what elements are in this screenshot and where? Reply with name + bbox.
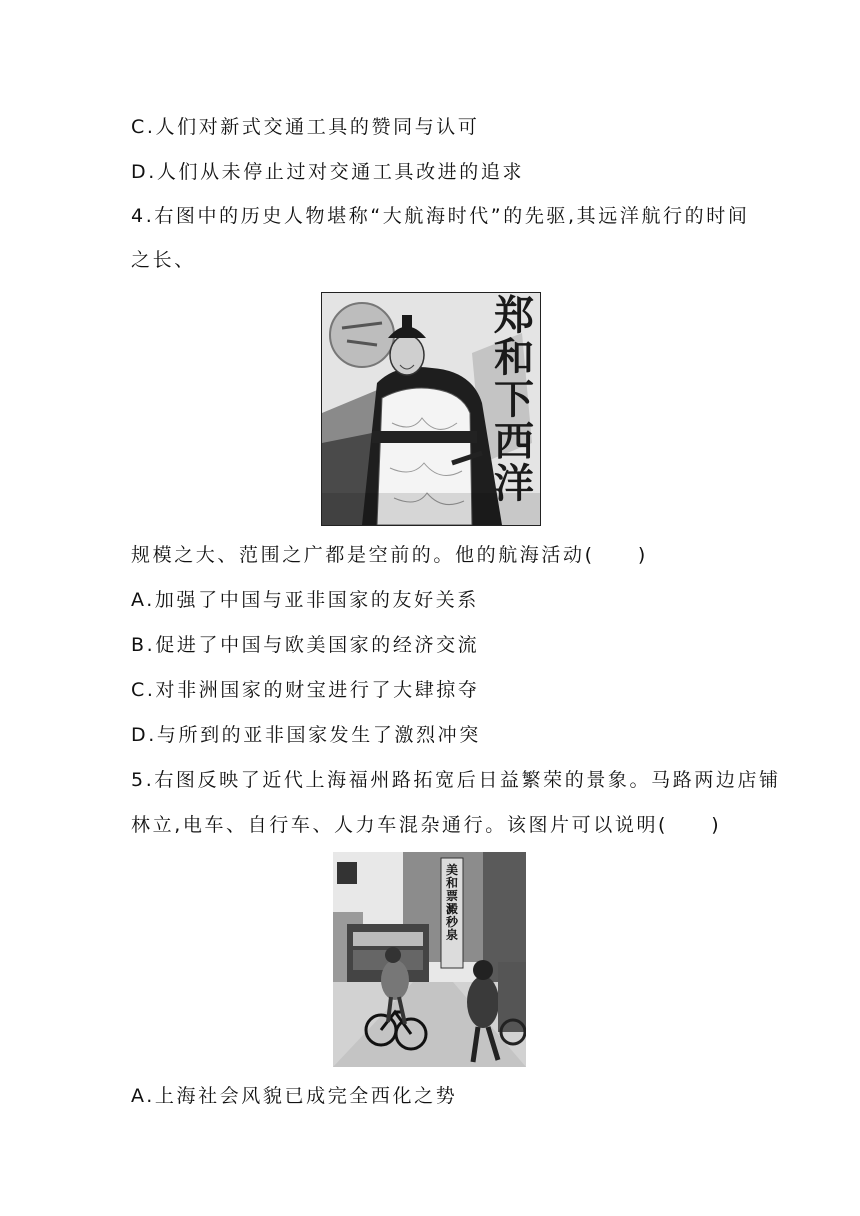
- banner-char: 泉: [445, 928, 458, 942]
- title-char: 洋: [494, 460, 534, 507]
- option-a-q5: A.上海社会风貌已成完全西化之势: [131, 1085, 458, 1107]
- banner-char: 票: [445, 889, 458, 903]
- banner-char: 和: [445, 876, 458, 890]
- question-4-line-1: 4.右图中的历史人物堪称“大航海时代”的先驱,其远洋航行的时间: [131, 205, 750, 227]
- option-c-q3: C.人们对新式交通工具的赞同与认可: [131, 116, 480, 138]
- shop-banner-text: [445, 864, 459, 942]
- title-char: 下: [494, 376, 534, 423]
- option-d-q3: D.人们从未停止过对交通工具改进的追求: [131, 161, 525, 183]
- question-4-line-2: 之长、: [131, 249, 196, 271]
- banner-char: 美: [445, 863, 458, 877]
- option-c-q4: C.对非洲国家的财宝进行了大肆掠夺: [131, 679, 480, 701]
- street-scene-drawing: [333, 852, 526, 1067]
- banner-char: 秒: [445, 915, 458, 929]
- banner-char: 澱: [445, 902, 458, 916]
- title-char: 和: [494, 334, 534, 381]
- zheng-he-illustration: [321, 292, 541, 526]
- question-5-line-2: 林立,电车、自行车、人力车混杂通行。该图片可以说明( ): [131, 814, 722, 836]
- option-a-q4: A.加强了中国与亚非国家的友好关系: [131, 589, 479, 611]
- option-d-q4: D.与所到的亚非国家发生了激烈冲突: [131, 724, 481, 746]
- figure-1-vertical-title: [490, 292, 538, 507]
- title-char: 郑: [494, 292, 534, 339]
- question-5-line-1: 5.右图反映了近代上海福州路拓宽后日益繁荣的景象。马路两边店铺: [131, 769, 781, 791]
- title-char: 西: [494, 418, 534, 465]
- question-4-line-3: 规模之大、范围之广都是空前的。他的航海活动( ): [131, 544, 648, 566]
- option-b-q4: B.促进了中国与欧美国家的经济交流: [131, 634, 480, 656]
- shanghai-street-photo: [333, 852, 526, 1067]
